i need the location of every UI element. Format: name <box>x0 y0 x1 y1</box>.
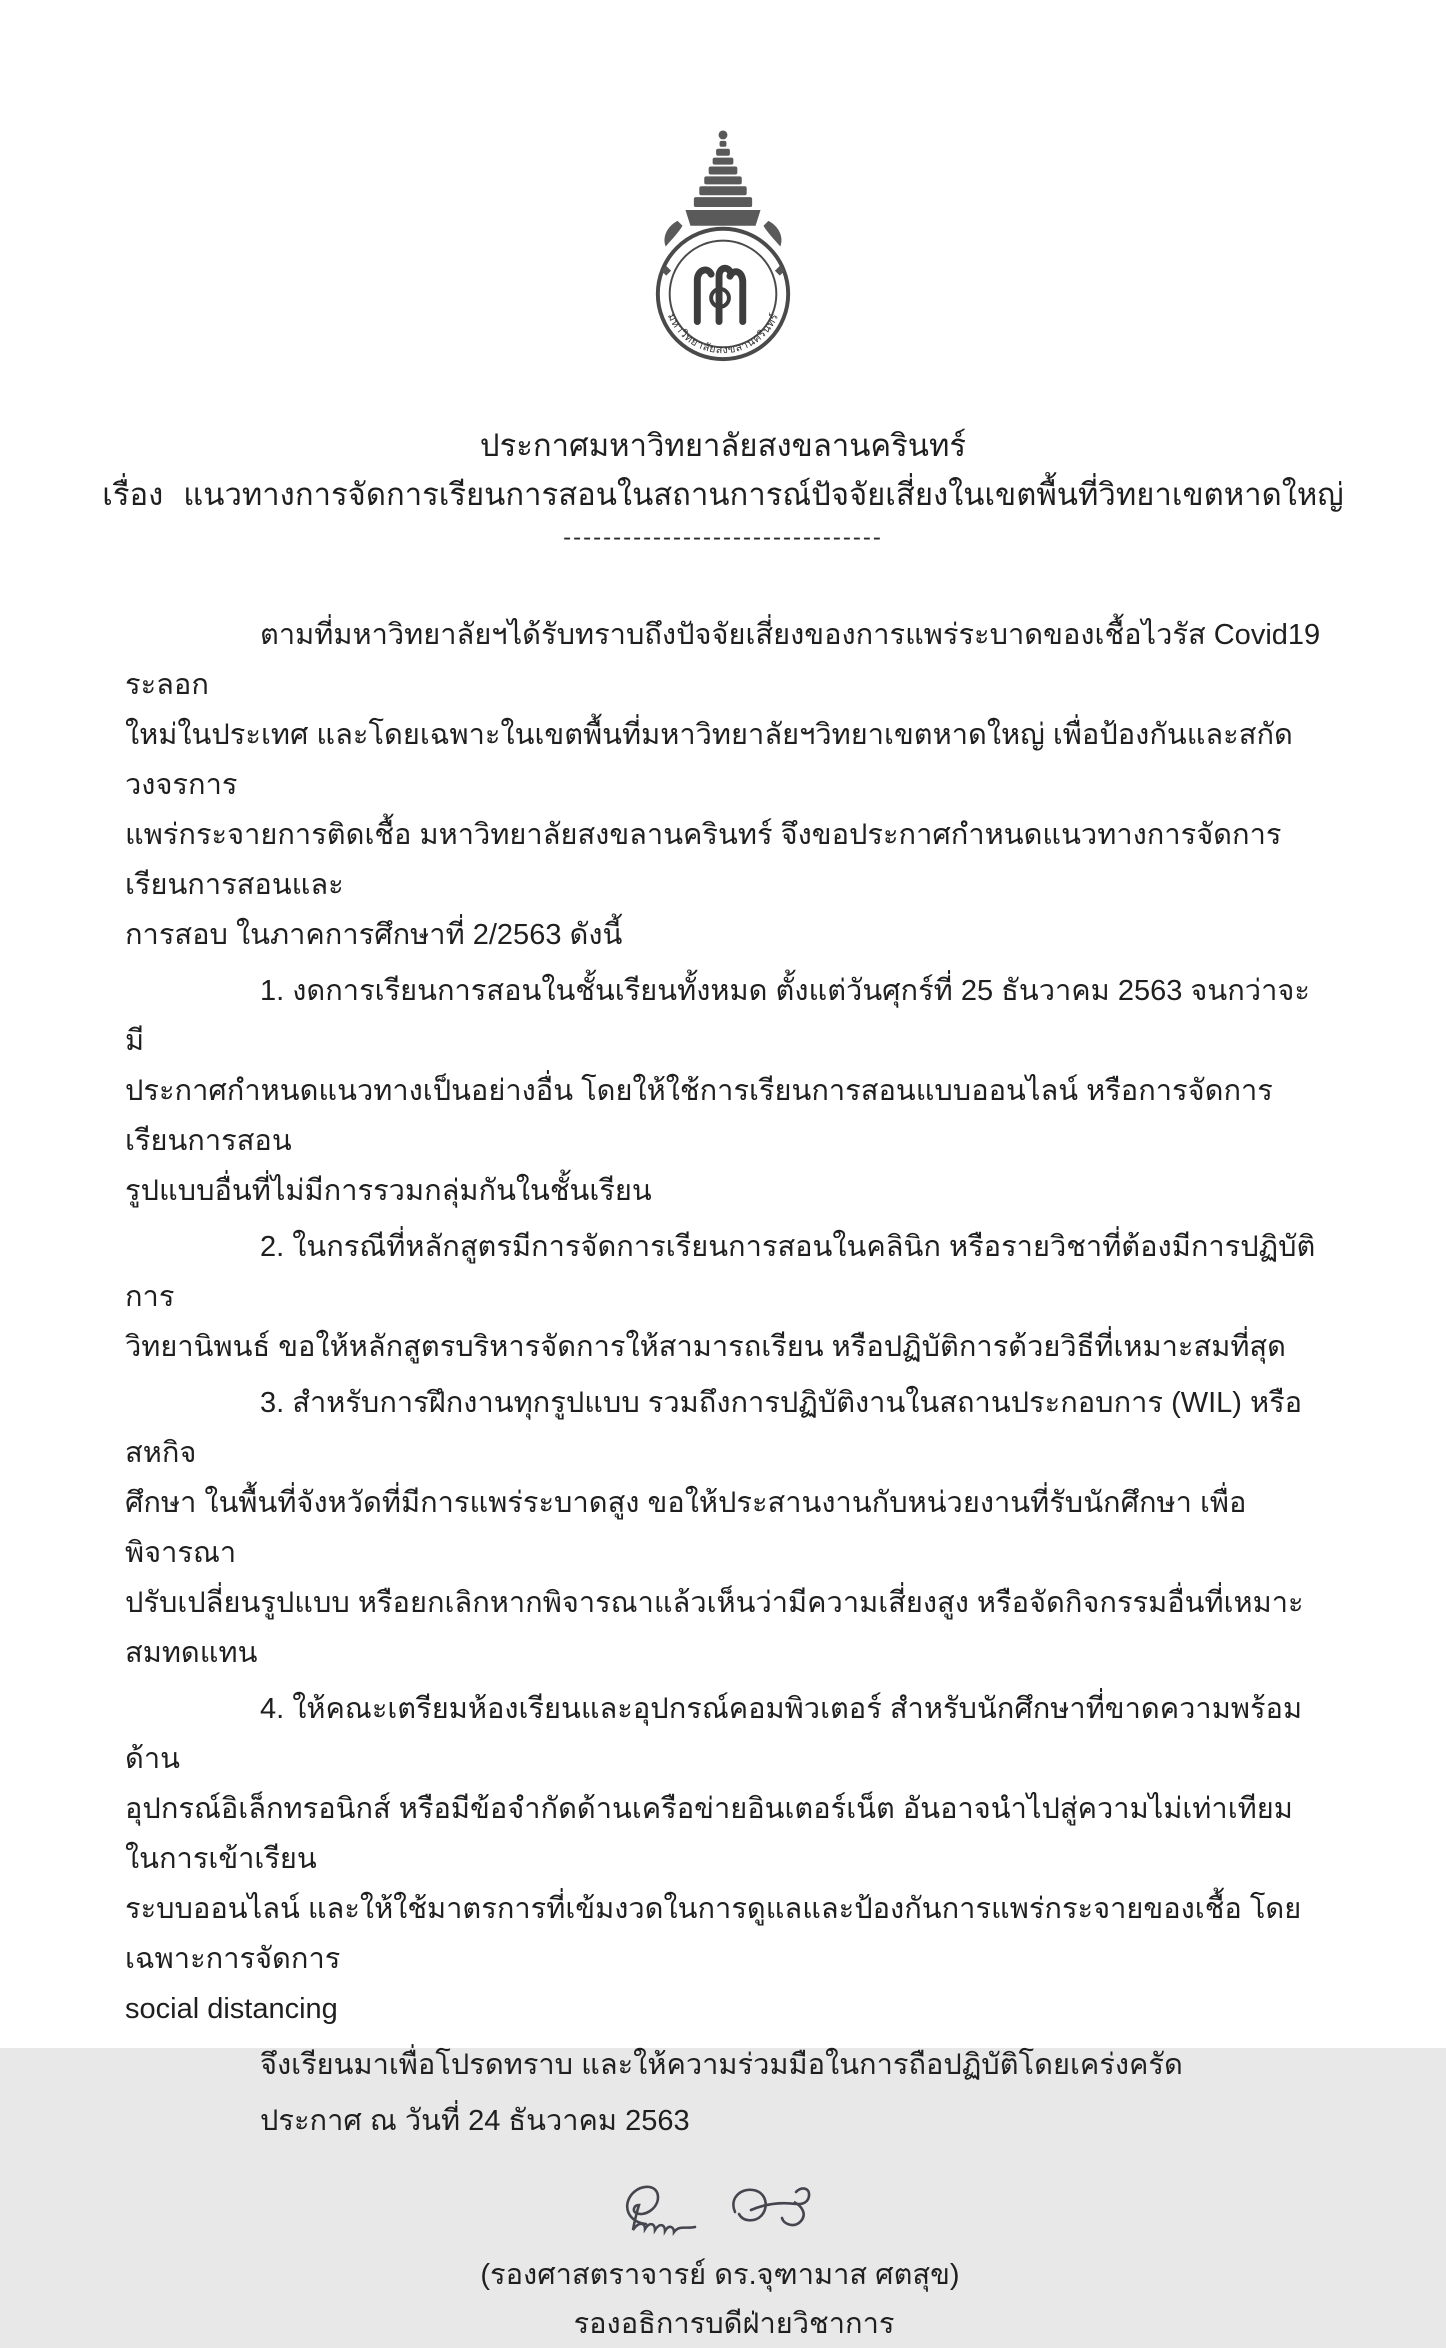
document-body <box>125 610 1326 2146</box>
announce-date: ประกาศ ณ วันที่ 24 ธันวาคม 2563 <box>260 2105 690 2137</box>
item-1 <box>125 966 1326 1216</box>
emblem-monogram <box>697 268 742 321</box>
announce-date-paragraph <box>125 2096 1326 2146</box>
text-line: วิทยานิพนธ์ ขอให้หลักสูตรบริหารจัดการให้สามารถเรียน หรือปฏิบัติการด้วยวิธีที่เหมาะสมที่สุด <box>125 1331 1286 1363</box>
university-emblem <box>0 0 1446 374</box>
subject-text: แนวทางการจัดการเรียนการสอนในสถานการณ์ปัจจัยเสี่ยงในเขตพื้นที่วิทยาเขตหาดใหญ่ <box>183 477 1344 512</box>
signatory-name: (รองศาสตราจารย์ ดร.จุฑามาส ศตสุข) <box>480 2259 960 2291</box>
signature-block <box>460 2172 980 2348</box>
text-line: ประกาศกำหนดแนวทางเป็นอย่างอื่น โดยให้ใช้การเรียนการสอนแบบออนไลน์ หรือการจัดการเรียนการสอน <box>125 1075 1273 1157</box>
psu-emblem-icon <box>644 126 802 373</box>
text-line: แพร่กระจายการติดเชื้อ มหาวิทยาลัยสงขลานครินทร์ จึงขอประกาศกำหนดแนวทางการจัดการเรียนการสอนและ <box>125 819 1282 901</box>
text-line: อุปกรณ์อิเล็กทรอนิกส์ หรือมีข้อจำกัดด้านเครือข่ายอินเตอร์เน็ต อันอาจนำไปสู่ความไม่เท่าเทียมในการเข้าเรียน <box>125 1793 1293 1875</box>
text-line: ศึกษา ในพื้นที่จังหวัดที่มีการแพร่ระบาดสูง ขอให้ประสานงานกับหน่วยงานที่รับนักศึกษา เพื่อพิจารณา <box>125 1487 1247 1569</box>
closing-line: จึงเรียนมาเพื่อโปรดทราบ และให้ความร่วมมือในการถือปฏิบัติโดยเคร่งครัด <box>260 2049 1183 2081</box>
item-2 <box>125 1222 1326 1372</box>
text-line: 1. งดการเรียนการสอนในชั้นเรียนทั้งหมด ตั้งแต่วันศุกร์ที่ 25 ธันวาคม 2563 จนกว่าจะมี <box>125 975 1310 1057</box>
signature-scribble-icon <box>600 2172 840 2250</box>
text-line: การสอบ ในภาคการศึกษาที่ 2/2563 ดังนี้ <box>125 919 623 951</box>
text-line: รูปแบบอื่นที่ไม่มีการรวมกลุ่มกันในชั้นเรียน <box>125 1175 652 1207</box>
item-4 <box>125 1684 1326 2034</box>
document-subject <box>0 472 1446 518</box>
text-line: ใหม่ในประเทศ และโดยเฉพาะในเขตพื้นที่มหาวิทยาลัยฯวิทยาเขตหาดใหญ่ เพื่อป้องกันและสกัดวงจรการ <box>125 719 1293 801</box>
text-line: ตามที่มหาวิทยาลัยฯได้รับทราบถึงปัจจัยเสี่ยงของการแพร่ระบาดของเชื้อไวรัส Covid19 ระลอก <box>125 619 1321 701</box>
text-line: 3. สำหรับการฝึกงานทุกรูปแบบ รวมถึงการปฏิบัติงานในสถานประกอบการ (WIL) หรือสหกิจ <box>125 1387 1303 1469</box>
text-line: ปรับเปลี่ยนรูปแบบ หรือยกเลิกหากพิจารณาแล้วเห็นว่ามีความเสี่ยงสูง หรือจัดกิจกรรมอื่นที่เหมาะสมทดแทน <box>125 1587 1304 1669</box>
svg-text:มหาวิทยาลัยสงขลานครินทร์ <box>665 311 781 356</box>
emblem-ring-text: มหาวิทยาลัยสงขลานครินทร์ <box>664 311 782 357</box>
text-line: 2. ในกรณีที่หลักสูตรมีการจัดการเรียนการสอนในคลินิก หรือรายวิชาที่ต้องมีการปฏิบัติการ <box>125 1231 1316 1313</box>
signatory-position: รองอธิการบดีฝ่ายวิชาการ <box>573 2308 895 2340</box>
closing-paragraph <box>125 2040 1326 2090</box>
text-line: ระบบออนไลน์ และให้ใช้มาตรการที่เข้มงวดในการดูแลและป้องกันการแพร่กระจายของเชื้อ โดยเฉพาะการจัดการ <box>125 1893 1302 1975</box>
divider-dashes: -------------------------------- <box>563 524 883 551</box>
subject-label: เรื่อง <box>102 477 164 512</box>
document-title: ประกาศมหาวิทยาลัยสงขลานครินทร์ <box>479 428 967 463</box>
item-3 <box>125 1378 1326 1678</box>
text-line: social distancing <box>125 1993 338 2025</box>
opening-paragraph <box>125 610 1326 960</box>
text-line: 4. ให้คณะเตรียมห้องเรียนและอุปกรณ์คอมพิวเตอร์ สำหรับนักศึกษาที่ขาดความพร้อมด้าน <box>125 1693 1303 1775</box>
